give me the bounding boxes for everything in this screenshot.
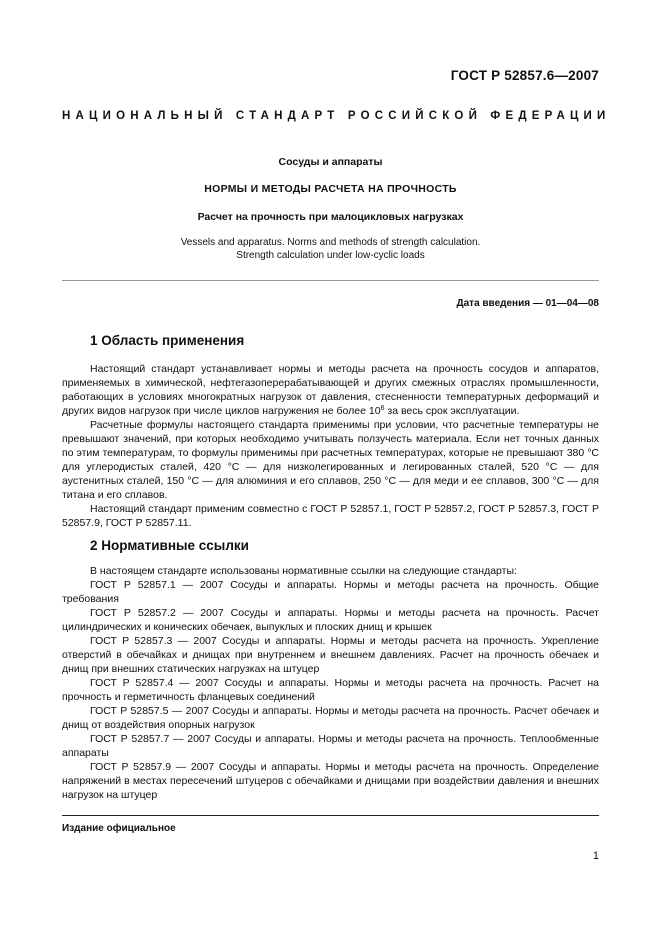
- reference-item: ГОСТ Р 52857.4 — 2007 Сосуды и аппараты. Нормы и методы расчета на прочность. Расчет на прочность и герметичность фланцевых соединений: [62, 677, 599, 703]
- english-title-line-2: Strength calculation under low-cyclic loads: [236, 250, 425, 261]
- reference-item: ГОСТ Р 52857.5 — 2007 Сосуды и аппараты. Нормы и методы расчета на прочность. Расчет обечаек и днищ от воздействия опорных нагрузок: [62, 705, 599, 731]
- page-number: 1: [592, 850, 599, 862]
- official-edition-label: Издание официальное: [62, 823, 176, 834]
- references-intro: В настоящем стандарте использованы нормативные ссылки на следующие стандарты:: [90, 565, 517, 577]
- document-subtitle: Расчет на прочность при малоцикловых нагрузках: [197, 211, 464, 223]
- section-1-paragraph-3: Настоящий стандарт применим совместно с ГОСТ Р 52857.1, ГОСТ Р 52857.2, ГОСТ Р 52857.3, ГОСТ Р 52857.9, ГОСТ Р 52857.11.: [62, 503, 599, 529]
- reference-item: ГОСТ Р 52857.9 — 2007 Сосуды и аппараты. Нормы и методы расчета на прочность. Определение напряжений в местах пересечений штуцеров с обечайками и днищами при воздействии давления и внешних нагрузок на штуцер: [62, 761, 599, 801]
- section-1-paragraph-1: Настоящий стандарт устанавливает нормы и методы расчета на прочность сосудов и аппаратов, применяемых в химической, нефтегазоперерабатывающей и других смежных отраслях промышленности, работающих в условиях многократных нагрузок от давления, стесненности температурных деформаций и других видов нагрузок при числе циклов нагружения не более $10^6$ за весь срок эксплуатации.: [62, 363, 599, 417]
- document-code: ГОСТ Р 52857.6—2007: [450, 68, 599, 83]
- english-title-line-1: Vessels and apparatus. Norms and methods of strength calculation.: [180, 237, 481, 248]
- english-title: [62, 236, 599, 262]
- document-title: НОРМЫ И МЕТОДЫ РАСЧЕТА НА ПРОЧНОСТЬ: [204, 183, 457, 195]
- footer-divider: [62, 815, 599, 816]
- section-1-heading: 1 Область применения: [90, 333, 245, 348]
- national-standard-banner: НАЦИОНАЛЬНЫЙ СТАНДАРТ РОССИЙСКОЙ ФЕДЕРАЦИИ: [62, 110, 611, 122]
- section-2-heading: 2 Нормативные ссылки: [90, 538, 249, 553]
- document-subject: Сосуды и аппараты: [278, 156, 383, 168]
- section-1-body: [62, 362, 599, 530]
- reference-item: ГОСТ Р 52857.3 — 2007 Сосуды и аппараты. Нормы и методы расчета на прочность. Укрепление отверстий в обечайках и днищах при внутреннем и внешнем давлениях. Расчет на прочность обечаек и днищ при внешних статических нагрузках на штуцер: [62, 635, 599, 675]
- reference-item: ГОСТ Р 52857.1 — 2007 Сосуды и аппараты. Нормы и методы расчета на прочность. Общие требования: [62, 579, 599, 605]
- reference-item: ГОСТ Р 52857.2 — 2007 Сосуды и аппараты. Нормы и методы расчета на прочность. Расчет цилиндрических и конических обечаек, выпуклых и плоских днищ и крышек: [62, 607, 599, 633]
- introduction-date: Дата введения — 01—04—08: [456, 298, 599, 309]
- section-2-body: [62, 564, 599, 802]
- reference-item: ГОСТ Р 52857.7 — 2007 Сосуды и аппараты. Нормы и методы расчета на прочность. Теплообменные аппараты: [62, 733, 599, 759]
- section-1-paragraph-2: Расчетные формулы настоящего стандарта применимы при условии, что расчетные температуры не превышают значений, при которых необходимо учитывать ползучесть материала. Если нет точных данных по этим температурам, то формулы применимы при расчетных температурах, которые не превышают 380 °С для углеродистых сталей, 420 °С — для низколегированных и легированных сталей, 520 °С — для аустенитных сталей, 150 °С — для алюминия и его сплавов, 250 °С — для меди и ее сплавов, 300 °С — для титана и его сплавов.: [62, 419, 599, 501]
- cycles-exponent: 6: [380, 405, 385, 412]
- title-divider: [62, 280, 599, 281]
